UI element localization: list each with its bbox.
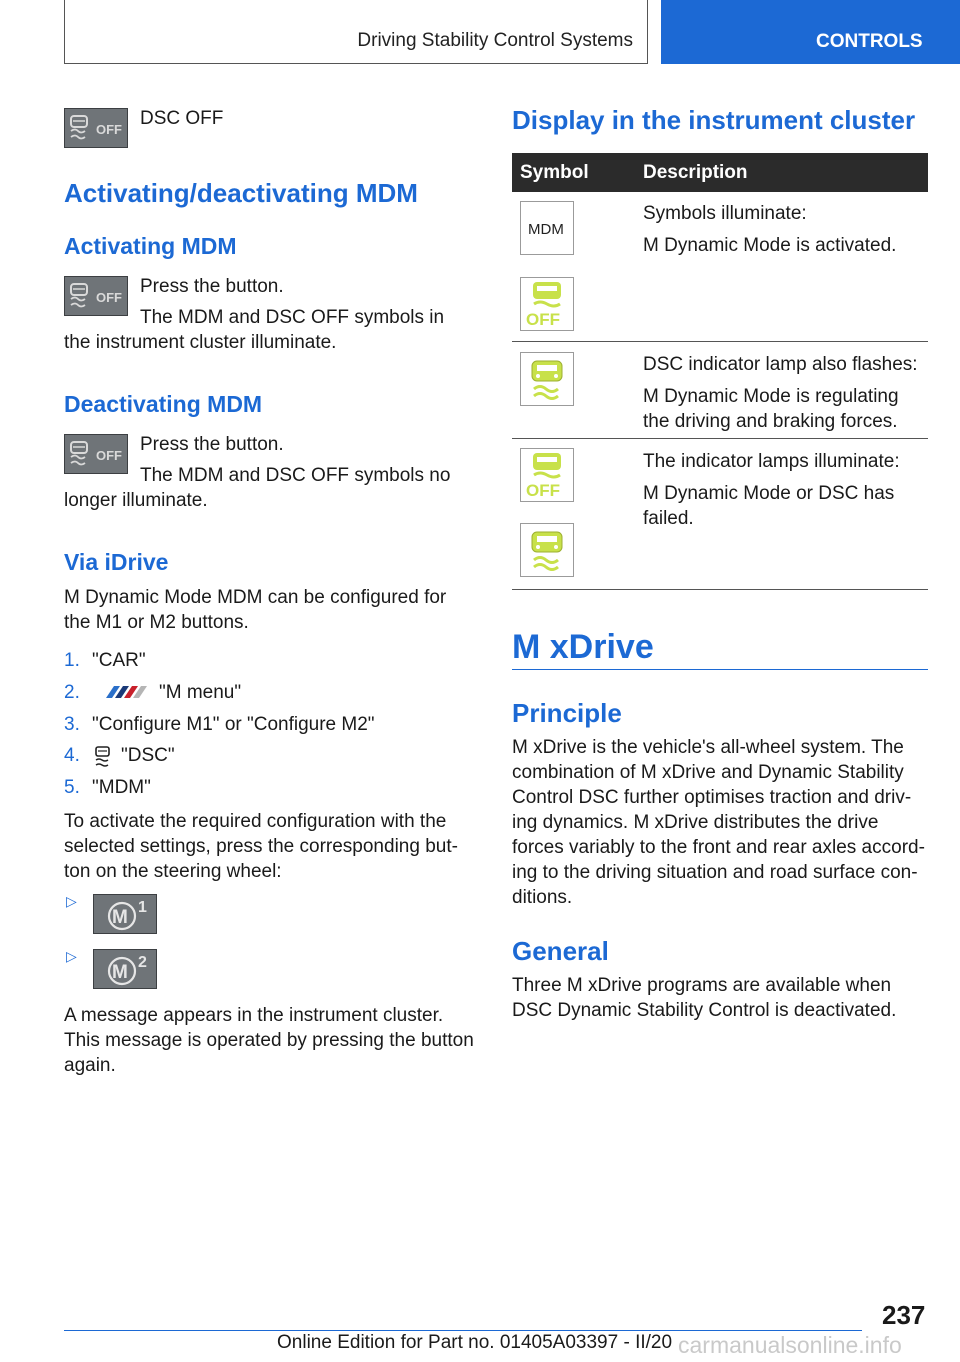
heading-via-idrive: Via iDrive <box>64 549 169 575</box>
principle-text: M xDrive is the vehicle's all-wheel system. The <box>512 737 904 758</box>
principle-text: ing dynamics. M xDrive distributes the drive <box>512 812 879 833</box>
svg-text:2: 2 <box>138 954 147 971</box>
page-number: 237 <box>882 1300 926 1330</box>
principle-text: combination of M xDrive and Dynamic Stability <box>512 762 904 783</box>
footer-rule <box>64 1330 862 1331</box>
config-text-3: ton on the steering wheel: <box>64 861 282 882</box>
deactivate-instruction-2: The MDM and DSC OFF symbols no <box>140 465 451 486</box>
step-text: "M menu" <box>159 682 242 703</box>
step-text: "MDM" <box>92 777 151 798</box>
config-text-1: To activate the required configuration with the <box>64 811 447 832</box>
heading-principle: Principle <box>512 698 622 728</box>
svg-text:OFF: OFF <box>96 122 122 137</box>
principle-text: Control DSC further optimises traction and driv- <box>512 787 912 808</box>
svg-text:M: M <box>112 907 128 928</box>
row1-text-2: M Dynamic Mode is activated. <box>643 235 897 256</box>
heading-m-xdrive: M xDrive <box>512 628 654 666</box>
header-section-box <box>64 0 648 64</box>
m2-button-icon <box>93 949 157 989</box>
config-text-2: selected settings, press the corresponding but- <box>64 836 458 857</box>
mdm-symbol-icon <box>520 201 574 255</box>
step-text: "DSC" <box>121 745 175 766</box>
step-number: 5. <box>64 777 80 798</box>
svg-text:M: M <box>112 962 128 983</box>
message-text-2: This message is operated by pressing the button <box>64 1030 474 1051</box>
dsc-lamp-icon <box>520 523 574 577</box>
svg-text:OFF: OFF <box>96 290 122 305</box>
row3-text-2: M Dynamic Mode or DSC has <box>643 483 895 504</box>
svg-text:OFF: OFF <box>526 481 560 500</box>
footer-watermark: carmanualsonline.info <box>678 1332 902 1358</box>
row3-text-3: failed. <box>643 508 694 529</box>
header-tab-controls[interactable] <box>661 0 960 64</box>
dsc-off-lamp-icon <box>520 448 574 502</box>
dsc-off-button-icon <box>64 434 128 474</box>
dsc-off-label: DSC OFF <box>140 108 224 129</box>
svg-text:OFF: OFF <box>96 448 122 463</box>
step-number: 4. <box>64 745 80 766</box>
table-row-divider <box>512 438 928 439</box>
heading-display-instrument-cluster: Display in the instrument cluster <box>512 105 916 135</box>
header-tab-label: CONTROLS <box>816 31 923 52</box>
dsc-off-lamp-icon <box>520 277 574 331</box>
table-header-symbol: Symbol <box>520 162 589 183</box>
dsc-off-button-icon <box>64 276 128 316</box>
table-header <box>512 153 928 192</box>
dsc-lamp-icon <box>520 352 574 406</box>
table-header-description: Description <box>643 162 748 183</box>
idrive-text-2: the M1 or M2 buttons. <box>64 612 249 633</box>
message-text-1: A message appears in the instrument cluster. <box>64 1005 444 1026</box>
dsc-car-icon <box>93 745 113 772</box>
activate-instruction-2: The MDM and DSC OFF symbols in <box>140 307 445 328</box>
deactivate-instruction-1: Press the button. <box>140 434 284 455</box>
message-text-3: again. <box>64 1055 116 1076</box>
xdrive-heading-rule <box>512 669 928 670</box>
step-number: 2. <box>64 682 80 703</box>
svg-text:OFF: OFF <box>526 310 560 329</box>
m-menu-stripes-icon <box>98 682 150 707</box>
row3-text-1: The indicator lamps illuminate: <box>643 451 900 472</box>
dsc-off-button-icon <box>64 108 128 148</box>
general-text: DSC Dynamic Stability Control is deactivated. <box>512 1000 897 1021</box>
footer-edition: Online Edition for Part no. 01405A03397 - II/20 <box>277 1332 673 1353</box>
heading-activating-deactivating-mdm: Activating/deactivating MDM <box>64 178 418 208</box>
principle-text: ditions. <box>512 887 573 908</box>
header-section-title: Driving Stability Control Systems <box>357 30 633 51</box>
svg-text:MDM: MDM <box>528 221 564 238</box>
activate-instruction-3: the instrument cluster illuminate. <box>64 332 337 353</box>
bullet-marker: ▷ <box>66 893 77 909</box>
heading-general: General <box>512 936 609 966</box>
row2-text-2: M Dynamic Mode is regulating <box>643 386 899 407</box>
step-text: "CAR" <box>92 650 146 671</box>
general-text: Three M xDrive programs are available when <box>512 975 892 996</box>
row2-text-3: the driving and braking forces. <box>643 411 898 432</box>
svg-text:1: 1 <box>138 899 147 916</box>
step-number: 1. <box>64 650 80 671</box>
table-bottom-rule <box>512 589 928 590</box>
principle-text: ing to the driving situation and road surface con- <box>512 862 918 883</box>
row1-text-1: Symbols illuminate: <box>643 203 807 224</box>
activate-instruction-1: Press the button. <box>140 276 284 297</box>
bullet-marker: ▷ <box>66 948 77 964</box>
deactivate-instruction-3: longer illuminate. <box>64 490 208 511</box>
idrive-text-1: M Dynamic Mode MDM can be configured for <box>64 587 447 608</box>
table-row-divider <box>512 341 928 342</box>
heading-deactivating-mdm: Deactivating MDM <box>64 391 263 417</box>
principle-text: forces variably to the front and rear axles accord- <box>512 837 925 858</box>
m1-button-icon <box>93 894 157 934</box>
step-text: "Configure M1" or "Configure M2" <box>92 714 375 735</box>
row2-text-1: DSC indicator lamp also flashes: <box>643 354 918 375</box>
step-number: 3. <box>64 714 80 735</box>
heading-activating-mdm: Activating MDM <box>64 233 237 259</box>
